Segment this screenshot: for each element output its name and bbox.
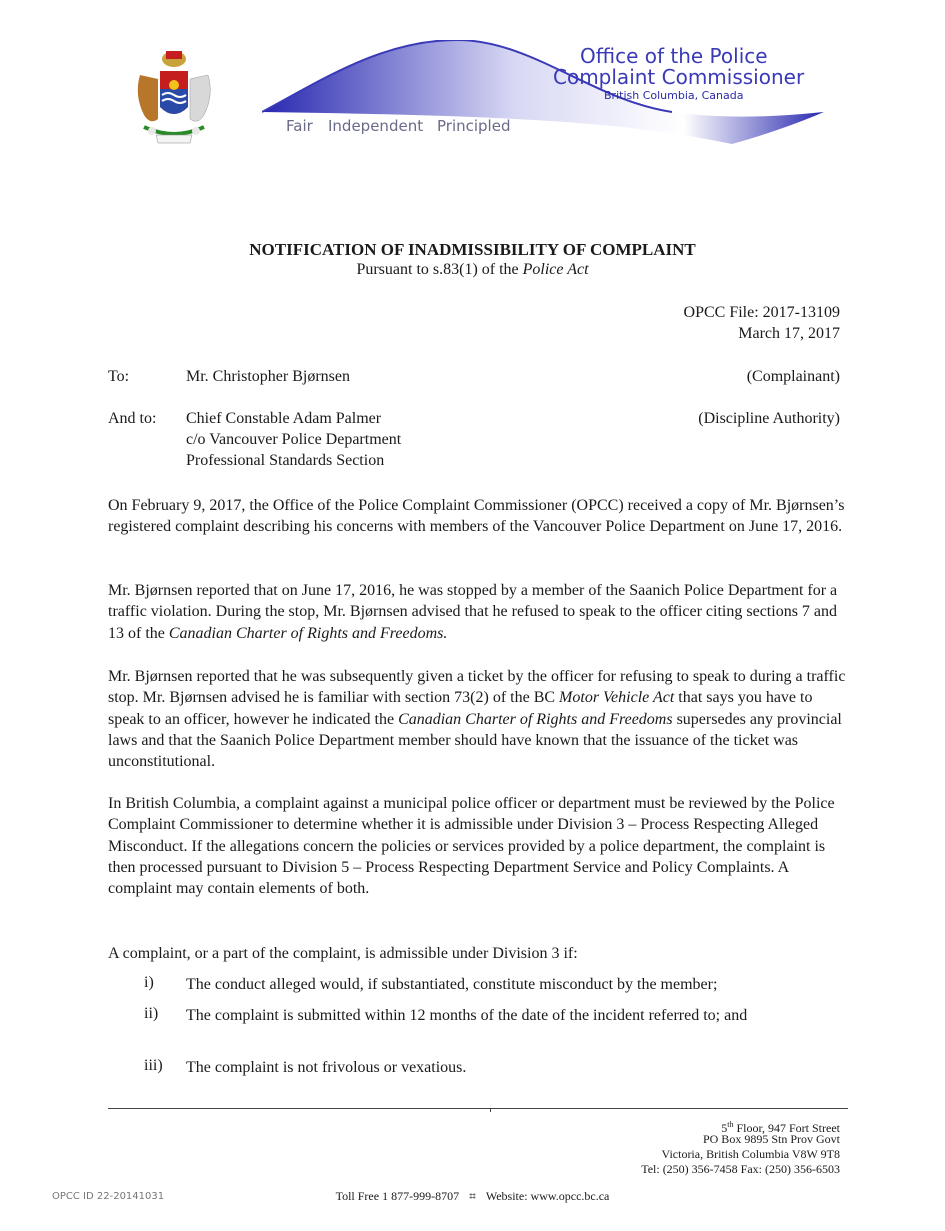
toll-free: Toll Free 1 877-999-8707 <box>335 1189 460 1203</box>
address-phone: Tel: (250) 356-7458 Fax: (250) 356-6503 <box>641 1162 840 1176</box>
address-floor: 5th Floor, 947 Fort Street <box>721 1120 840 1135</box>
footer-divider-tick <box>490 1108 491 1112</box>
motto-principled: Principled <box>437 117 511 135</box>
paragraph-3: Mr. Bjørnsen reported that he was subsequently given a ticket by the officer for refusing to speak to during a traffic stop. Mr. Bjørnsen advised he is familiar with section 73(2) of the BC Motor Vehicle Act that says you have to speak to an officer, however he indicated the Canadian Charter of Rights and Freedoms supersedes any provincial laws and that the Saanich Police Department member should have known that the issuance of the ticket was unconstitutional. <box>108 668 846 771</box>
paragraph-2: Mr. Bjørnsen reported that on June 17, 2016, he was stopped by a member of the Saanich Police Department for a traffic violation. During the stop, Mr. Bjørnsen advised that he refused to speak to the officer citing sections 7 and 13 of the Canadian Charter of Rights and Freedoms. <box>108 582 838 642</box>
discipline-authority-role: (Discipline Authority) <box>698 410 840 427</box>
criterion-text: The conduct alleged would, if substantiated, constitute misconduct by the member; <box>186 976 718 993</box>
paragraph-1: On February 9, 2017, the Office of the Police Complaint Commissioner (OPCC) received a copy of Mr. Bjørnsen’s registered complaint describing his concerns with members of the Vancouver Police Department on June 17, 2016. <box>108 497 845 536</box>
complainant-name: Mr. Christopher Bjørnsen <box>186 368 350 385</box>
separator-icon: ⌗ <box>469 1189 476 1203</box>
address-po-box: PO Box 9895 Stn Prov Govt <box>702 1132 840 1146</box>
recipient-line-1: Chief Constable Adam Palmer <box>186 410 382 427</box>
document-date: March 17, 2017 <box>738 325 840 342</box>
address-city: Victoria, British Columbia V8W 9T8 <box>661 1147 840 1161</box>
criterion-number: i) <box>144 974 154 991</box>
criterion-text: The complaint is submitted within 12 months of the date of the incident referred to; and <box>186 1007 748 1024</box>
paragraph-4: In British Columbia, a complaint against a municipal police officer or department must be reviewed by the Police Complaint Commissioner to determine whether it is admissible under Division 3 – Process Respecting Alleged Misconduct. If the allegations concern the policies or services provided by a police department, the complaint is then processed pursuant to Division 5 – Process Respecting Department Service and Policy Complaints. A complaint may contain elements of both. <box>108 795 835 898</box>
org-name-line2: Complaint Commissioner <box>553 65 805 89</box>
motto-fair: Fair <box>286 117 313 135</box>
criterion-number: ii) <box>144 1005 159 1022</box>
website-link[interactable]: Website: www.opcc.bc.ca <box>485 1189 610 1203</box>
file-number: OPCC File: 2017-13109 <box>683 304 840 321</box>
paragraph-5: A complaint, or a part of the complaint, is admissible under Division 3 if: <box>108 945 578 962</box>
motto-independent: Independent <box>328 117 424 135</box>
org-location: British Columbia, Canada <box>604 89 744 102</box>
recipient-line-3: Professional Standards Section <box>186 452 385 469</box>
criterion-number: iii) <box>144 1057 163 1074</box>
bc-coat-of-arms-logo <box>130 45 218 149</box>
footer-contact <box>0 1189 945 1204</box>
document-title: NOTIFICATION OF INADMISSIBILITY OF COMPLAINT <box>249 240 696 259</box>
criterion-text: The complaint is not frivolous or vexatious. <box>186 1059 467 1076</box>
complainant-role: (Complainant) <box>746 368 840 385</box>
recipient-line-2: c/o Vancouver Police Department <box>186 431 402 448</box>
org-name-line1: Office of the Police <box>580 44 768 68</box>
footer-divider <box>108 1108 848 1109</box>
opcc-id: OPCC ID 22-20141031 <box>52 1191 165 1202</box>
to-label: To: <box>108 368 130 385</box>
document-subtitle: Pursuant to s.83(1) of the Police Act <box>356 261 589 278</box>
and-to-label: And to: <box>108 410 157 427</box>
